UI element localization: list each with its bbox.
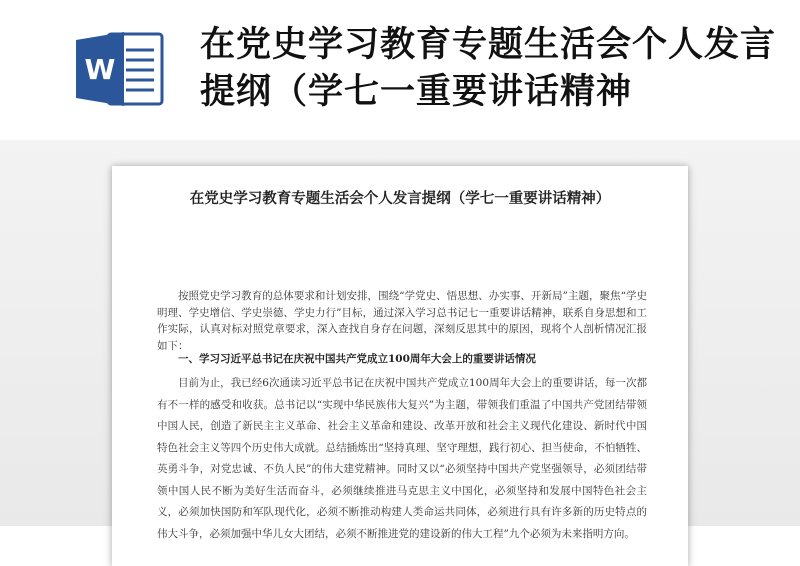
intro-paragraph: 按照党史学习教育的总体要求和计划安排，围绕“学党史、悟思想、办实事、开新局”主题，聚焦“学史明理、学史增信、学史崇德、学史力行”目标，通过深入学习总书记七一重要讲话精神，联系自身思想和工作实际，认真对标对照党章要求，深入查找自身存在问题，深刻反思其中的原因，现将个人剖析情况汇报如下： <box>157 290 647 352</box>
svg-text:W: W <box>84 53 116 86</box>
section-paragraph: 目前为止，我已经6次通读习近平总书记在庆祝中国共产党成立100周年大会上的重要讲话，每一次都有不一样的感受和收获。总书记以“实现中华民族伟大复兴”为主题，带领我们重温了中国共产党团结带领中国人民，创造了新民主主义革命、社会主义革命和建设、改革开放和社会主义现代化建设、新时代中国特色社会主义等四个历史伟大成就。总结插炼出“坚持真理、坚守理想，践行初心、担当使命，不怕牺牲、英勇斗争，对党忠诚、不负人民”的伟大建党精神。同时又以“必须坚持中国共产党坚强领导，必须团结带领中国人民不断为美好生活而奋斗，必须继续推进马克思主义中国化，必须坚持和发展中国特色社会主义，必须加快国防和军队现代化，必须不断推动构建人类命运共同体，必须进行具有许多新的历史特点的伟大斗争，必须加强中华儿女大团结，必须不断推进党的建设新的伟大工程”九个必须为未来指明方向。 <box>157 377 647 540</box>
header-bar <box>0 0 800 140</box>
document-title: 在党史学习教育专题生活会个人发言提纲（学七一重要讲话精神） <box>189 190 611 207</box>
page-title: 在党史学习教育专题生活会个人发言提纲（学七一重要讲话精神 <box>200 25 777 112</box>
word-icon <box>72 30 164 108</box>
section-heading: 一、学习习近平总书记在庆祝中国共产党成立100周年大会上的重要讲话情况 <box>178 353 536 365</box>
